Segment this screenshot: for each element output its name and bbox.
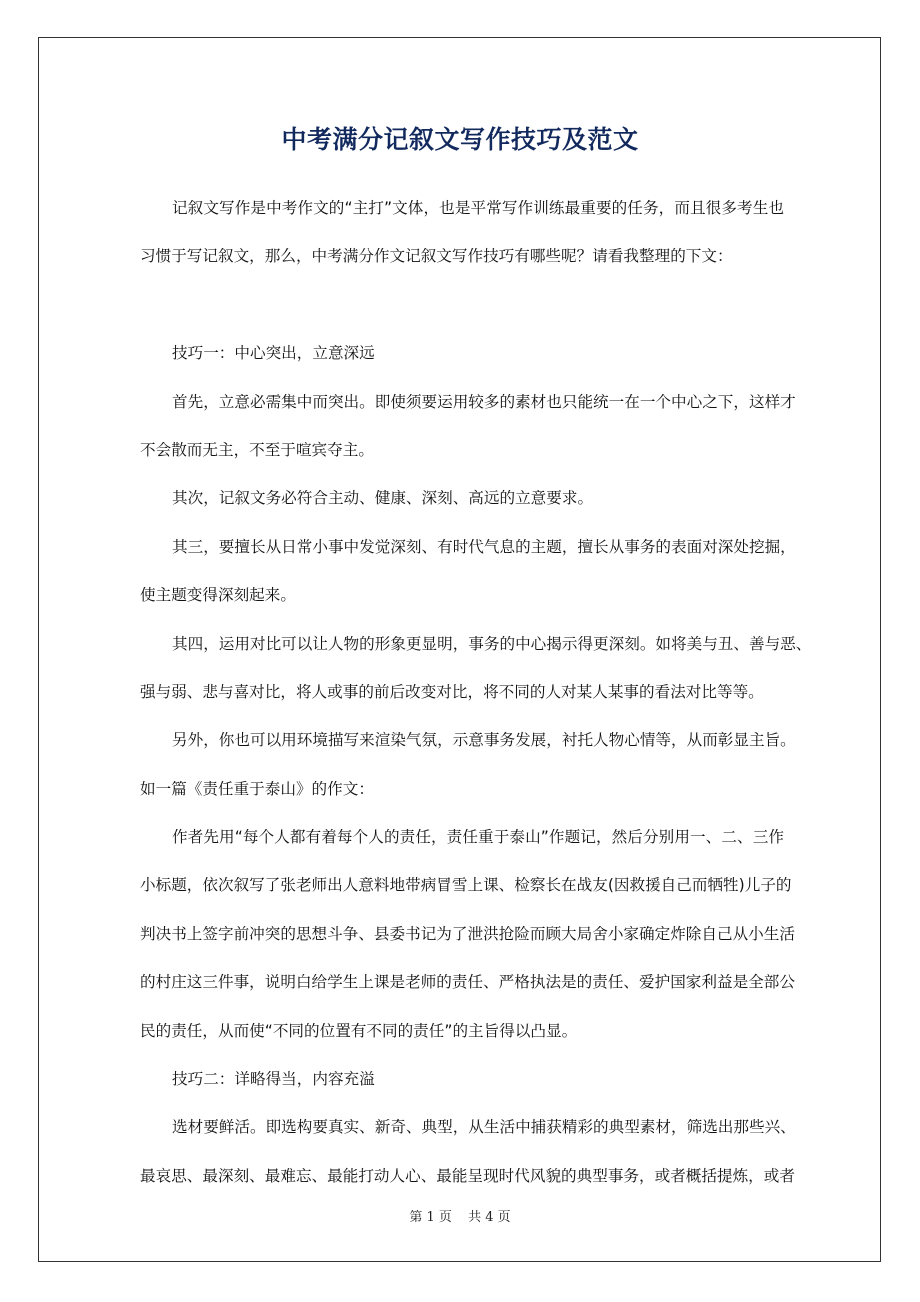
- paragraph-line: 作者先用“每个人都有着每个人的责任，责任重于泰山”作题记，然后分别用一、二、三作: [172, 828, 784, 847]
- paragraph-line: 习惯于写记叙文，那么，中考满分作文记叙文写作技巧有哪些呢？请看我整理的下文：: [140, 247, 733, 266]
- paragraph-line: 其四，运用对比可以让人物的形象更显明，事务的中心揭示得更深刻。如将美与丑、善与恶、: [172, 634, 812, 653]
- paragraph-line: 使主题变得深刻起来。: [140, 586, 296, 605]
- page-total: 共 4 页: [468, 1210, 511, 1225]
- page-footer: [0, 1206, 920, 1225]
- paragraph-line: 记叙文写作是中考作文的“主打”文体，也是平常写作训练最重要的任务，而且很多考生也: [172, 199, 784, 217]
- paragraph-line: 技巧二：详略得当，内容充溢: [172, 1070, 375, 1089]
- paragraph-line: 小标题，依次叙写了张老师出人意料地带病冒雪上课、检察长在战友(因救援自己而牺牲)儿子的: [140, 876, 792, 895]
- paragraph-line: 技巧一：中心突出，立意深远: [172, 344, 375, 363]
- document-body: [140, 184, 812, 1200]
- paragraph-line: 的村庄这三件事，说明白给学生上课是老师的责任、严格执法是的责任、爱护国家利益是全部公: [140, 973, 795, 992]
- paragraph-line: 强与弱、悲与喜对比，将人或事的前后改变对比，将不同的人对某人某事的看法对比等等。: [140, 682, 764, 701]
- paragraph-line: 判决书上签字前冲突的思想斗争、县委书记为了泄洪抢险而顾大局舍小家确定炸除自己从小生活: [140, 924, 795, 943]
- paragraph-line: 其次，记叙文务必符合主动、健康、深刻、高远的立意要求。: [172, 489, 594, 508]
- paragraph-line: 另外，你也可以用环境描写来渲染气氛，示意事务发展，衬托人物心情等，从而彰显主旨。: [172, 731, 796, 750]
- paragraph-line: 最哀思、最深刻、最难忘、最能打动人心、最能呈现时代风貌的典型事务，或者概括提炼，或者: [140, 1166, 795, 1185]
- paragraph-line: 首先，立意必需集中而突出。即使须要运用较多的素材也只能统一在一个中心之下，这样才: [172, 392, 796, 411]
- page-number: 第 1 页: [409, 1210, 452, 1225]
- paragraph-line: 不会散而无主，不至于喧宾夺主。: [140, 440, 374, 459]
- paragraph-line: 民的责任，从而使“不同的位置有不同的责任”的主旨得以凸显。: [140, 1021, 578, 1040]
- paragraph-line: 选材要鲜活。即选构要真实、新奇、典型，从生活中捕获精彩的典型素材，筛选出那些兴、: [172, 1118, 796, 1137]
- document-title: 中考满分记叙文写作技巧及范文: [281, 125, 639, 154]
- paragraph-line: [140, 281, 784, 329]
- paragraph-line: 其三，要擅长从日常小事中发觉深刻、有时代气息的主题，擅长从事务的表面对深处挖掘，: [172, 537, 796, 556]
- paragraph-line: 如一篇《责任重于泰山》的作文：: [140, 779, 374, 798]
